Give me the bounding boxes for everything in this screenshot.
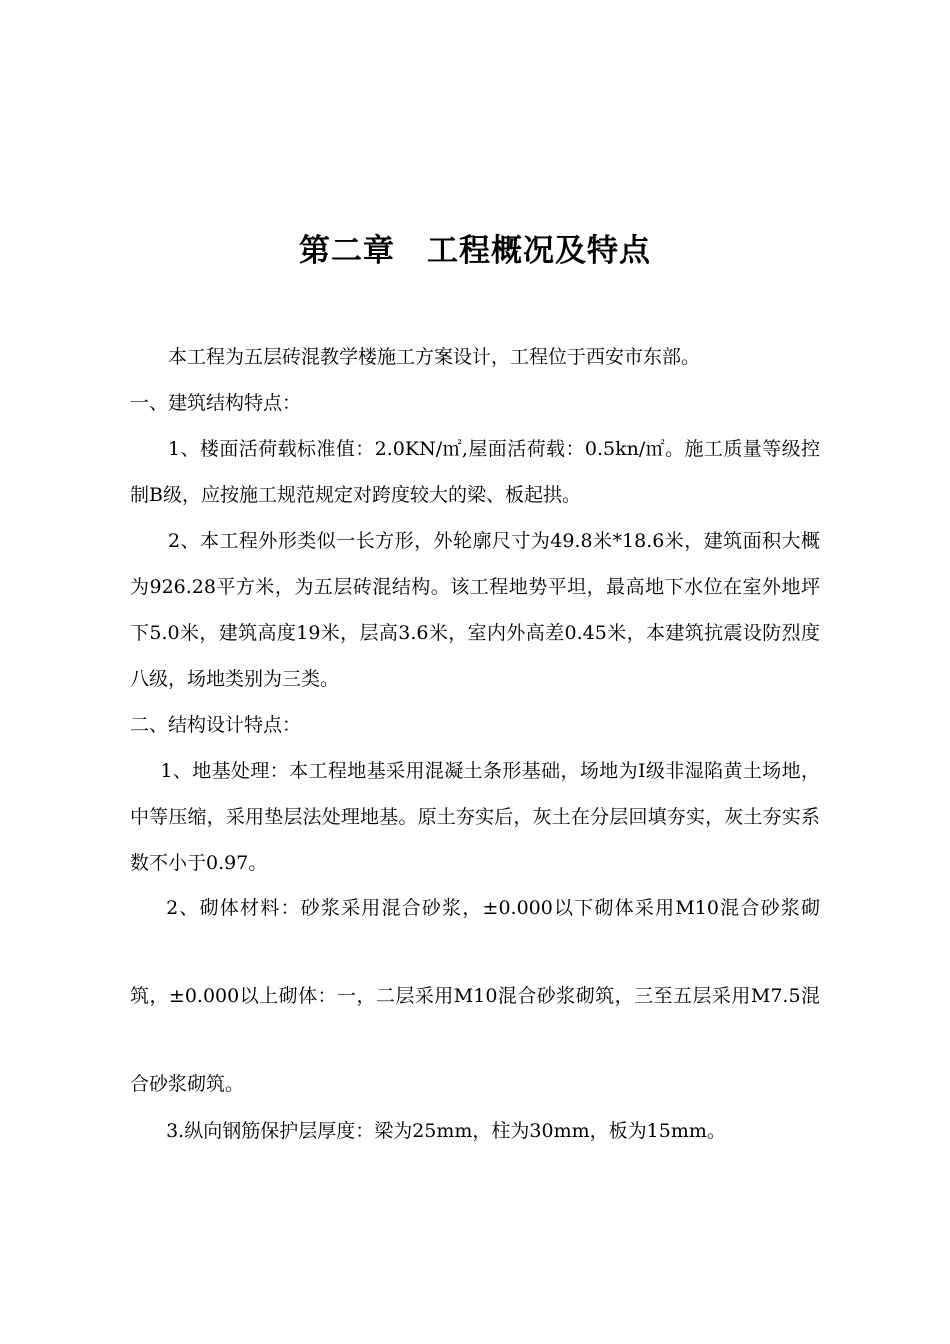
section-heading-architecture: 一、建筑结构特点：	[130, 392, 302, 414]
paragraph-loads: 1、楼面活荷载标准值：2.0KN/㎡,屋面活荷载：0.5kn/㎡。施工质量等级控制B级，应按施工规范规定对跨度较大的梁、板起拱。	[130, 438, 820, 506]
chapter-title: 第二章 工程概况及特点	[299, 233, 651, 269]
paragraph-cover: 3.纵向钢筋保护层厚度：梁为25mm，柱为30mm，板为15mm。	[166, 1120, 726, 1142]
paragraph-foundation: 1、地基处理：本工程地基采用混凝土条形基础，场地为Ⅰ级非湿陷黄土场地，中等压缩，采用垫层法处理地基。原土夯实后，灰土在分层回填夯实，灰土夯实系数不小于0.97。	[130, 760, 820, 874]
intro-paragraph: 本工程为五层砖混教学楼施工方案设计，工程位于西安市东部。	[168, 346, 701, 368]
paragraph-dimensions: 2、本工程外形类似一长方形，外轮廓尺寸为49.8米*18.6米，建筑面积大概为926.28平方米，为五层砖混结构。该工程地势平坦，最高地下水位在室外地坪下5.0米，建筑高度19米，层高3.6米，室内外高差0.45米，本建筑抗震设防烈度八级，场地类别为三类。	[130, 530, 820, 690]
document-body	[130, 334, 820, 1154]
paragraph-masonry: 2、砌体材料：砂浆采用混合砂浆，±0.000以下砌体采用M10混合砂浆砌筑，±0.000以上砌体：一，二层采用M10混合砂浆砌筑，三至五层采用M7.5混合砂浆砌筑。	[130, 897, 820, 1095]
section-heading-structure: 二、结构设计特点：	[130, 714, 302, 736]
